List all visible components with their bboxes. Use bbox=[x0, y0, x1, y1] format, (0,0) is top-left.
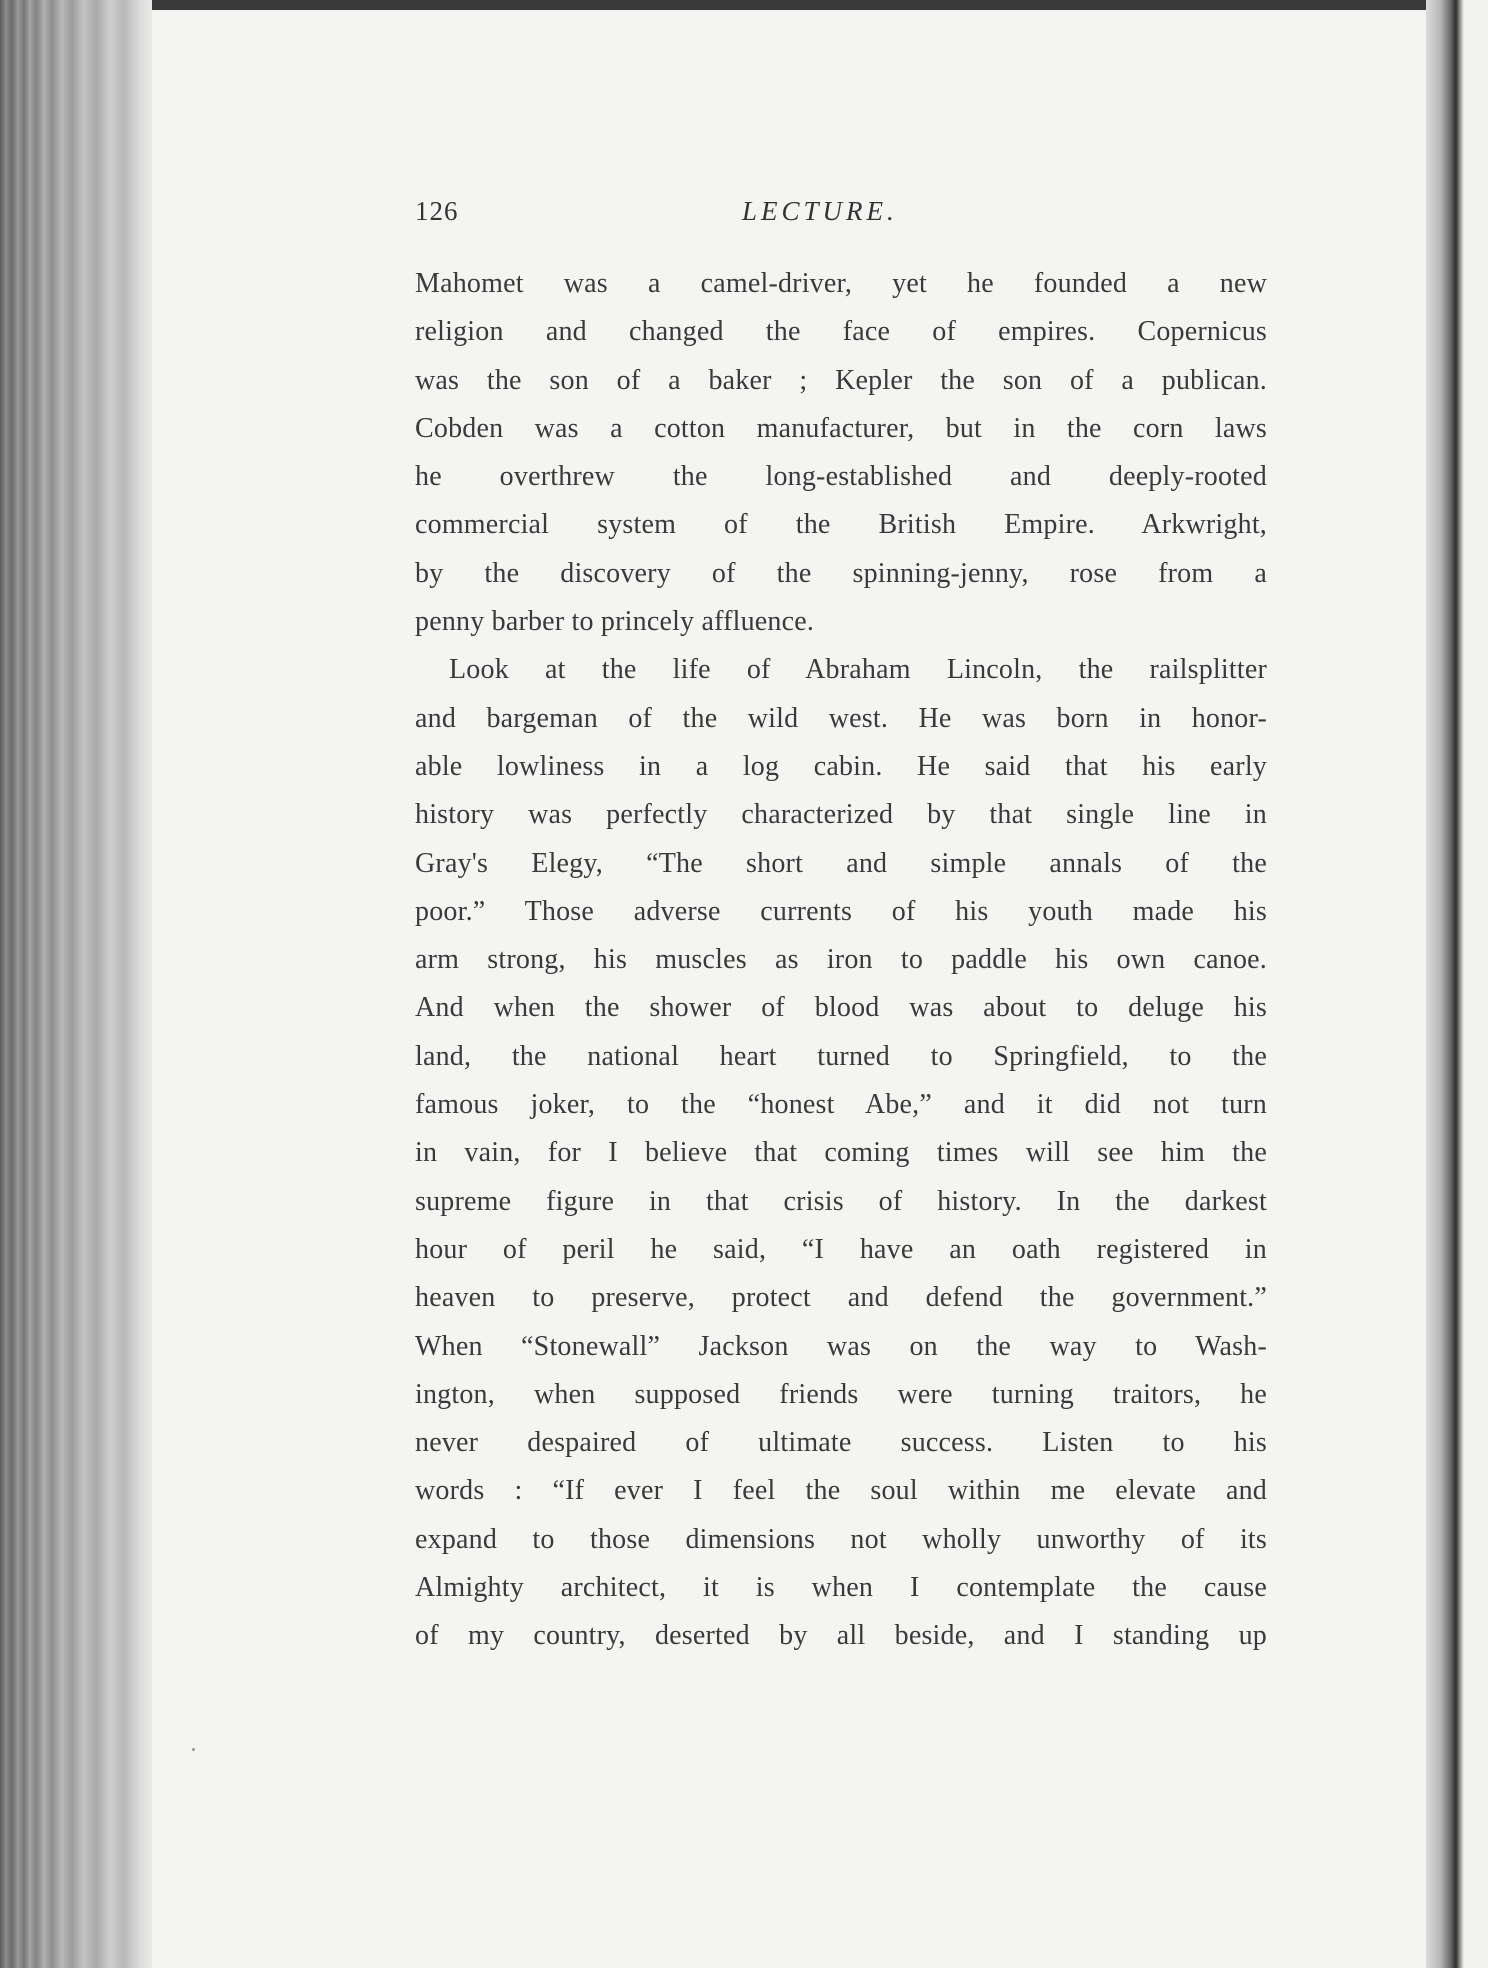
text-line: Mahomet was a camel-driver, yet he founded a new bbox=[415, 268, 1267, 299]
body-text bbox=[415, 260, 1267, 1661]
running-title: LECTURE. bbox=[742, 196, 898, 226]
text-line: Almighty architect, it is when I contemplate the cause bbox=[415, 1572, 1267, 1604]
text-line: poor.” Those adverse currents of his youth made his bbox=[415, 895, 1267, 927]
text-line: arm strong, his muscles as iron to paddle his own canoe. bbox=[415, 944, 1267, 976]
text-line: and bargeman of the wild west. He was born in honor- bbox=[415, 702, 1267, 734]
text-line: expand to those dimensions not wholly unworthy of its bbox=[415, 1523, 1267, 1555]
paper-speck bbox=[192, 1748, 195, 1751]
text-line: never despaired of ultimate success. Listen to his bbox=[415, 1427, 1267, 1459]
text-line: Look at the life of Abraham Lincoln, the railsplitter bbox=[449, 654, 1267, 686]
scan-top-border bbox=[0, 0, 1488, 10]
text-line: famous joker, to the “honest Abe,” and it did not turn bbox=[415, 1089, 1267, 1121]
text-line: religion and changed the face of empires. Copernicus bbox=[415, 316, 1267, 348]
text-line: land, the national heart turned to Springfield, to the bbox=[415, 1040, 1267, 1072]
book-page-edges bbox=[0, 0, 152, 1968]
book-gutter bbox=[1426, 0, 1488, 1968]
running-head bbox=[415, 196, 1267, 236]
text-line: was the son of a baker ; Kepler the son of a publican. bbox=[415, 364, 1267, 396]
text-line: supreme figure in that crisis of history. In the darkest bbox=[415, 1185, 1267, 1217]
paragraph-2 bbox=[415, 646, 1267, 1660]
text-line: When “Stonewall” Jackson was on the way to Wash- bbox=[415, 1330, 1267, 1362]
text-line: commercial system of the British Empire. Arkwright, bbox=[415, 509, 1267, 541]
text-line: ington, when supposed friends were turning traitors, he bbox=[415, 1378, 1267, 1410]
paragraph-1 bbox=[415, 260, 1267, 646]
text-line: words : “If ever I feel the soul within me elevate and bbox=[415, 1475, 1267, 1507]
page-number: 126 bbox=[415, 196, 459, 226]
text-line: by the discovery of the spinning-jenny, rose from a bbox=[415, 557, 1267, 589]
text-line: penny barber to princely affluence. bbox=[415, 606, 815, 638]
text-line: Gray's Elegy, “The short and simple annals of the bbox=[415, 847, 1267, 879]
text-line: he overthrew the long-established and deeply-rooted bbox=[415, 461, 1267, 493]
text-line: Cobden was a cotton manufacturer, but in the corn laws bbox=[415, 412, 1267, 444]
text-line: history was perfectly characterized by that single line in bbox=[415, 799, 1267, 831]
text-line: of my country, deserted by all beside, and I standing up bbox=[415, 1620, 1267, 1652]
text-line: in vain, for I believe that coming times will see him the bbox=[415, 1137, 1267, 1169]
text-line: And when the shower of blood was about to deluge his bbox=[415, 992, 1267, 1024]
text-line: able lowliness in a log cabin. He said that his early bbox=[415, 750, 1267, 782]
text-line: heaven to preserve, protect and defend the government.” bbox=[415, 1282, 1267, 1314]
text-line: hour of peril he said, “I have an oath registered in bbox=[415, 1233, 1267, 1265]
